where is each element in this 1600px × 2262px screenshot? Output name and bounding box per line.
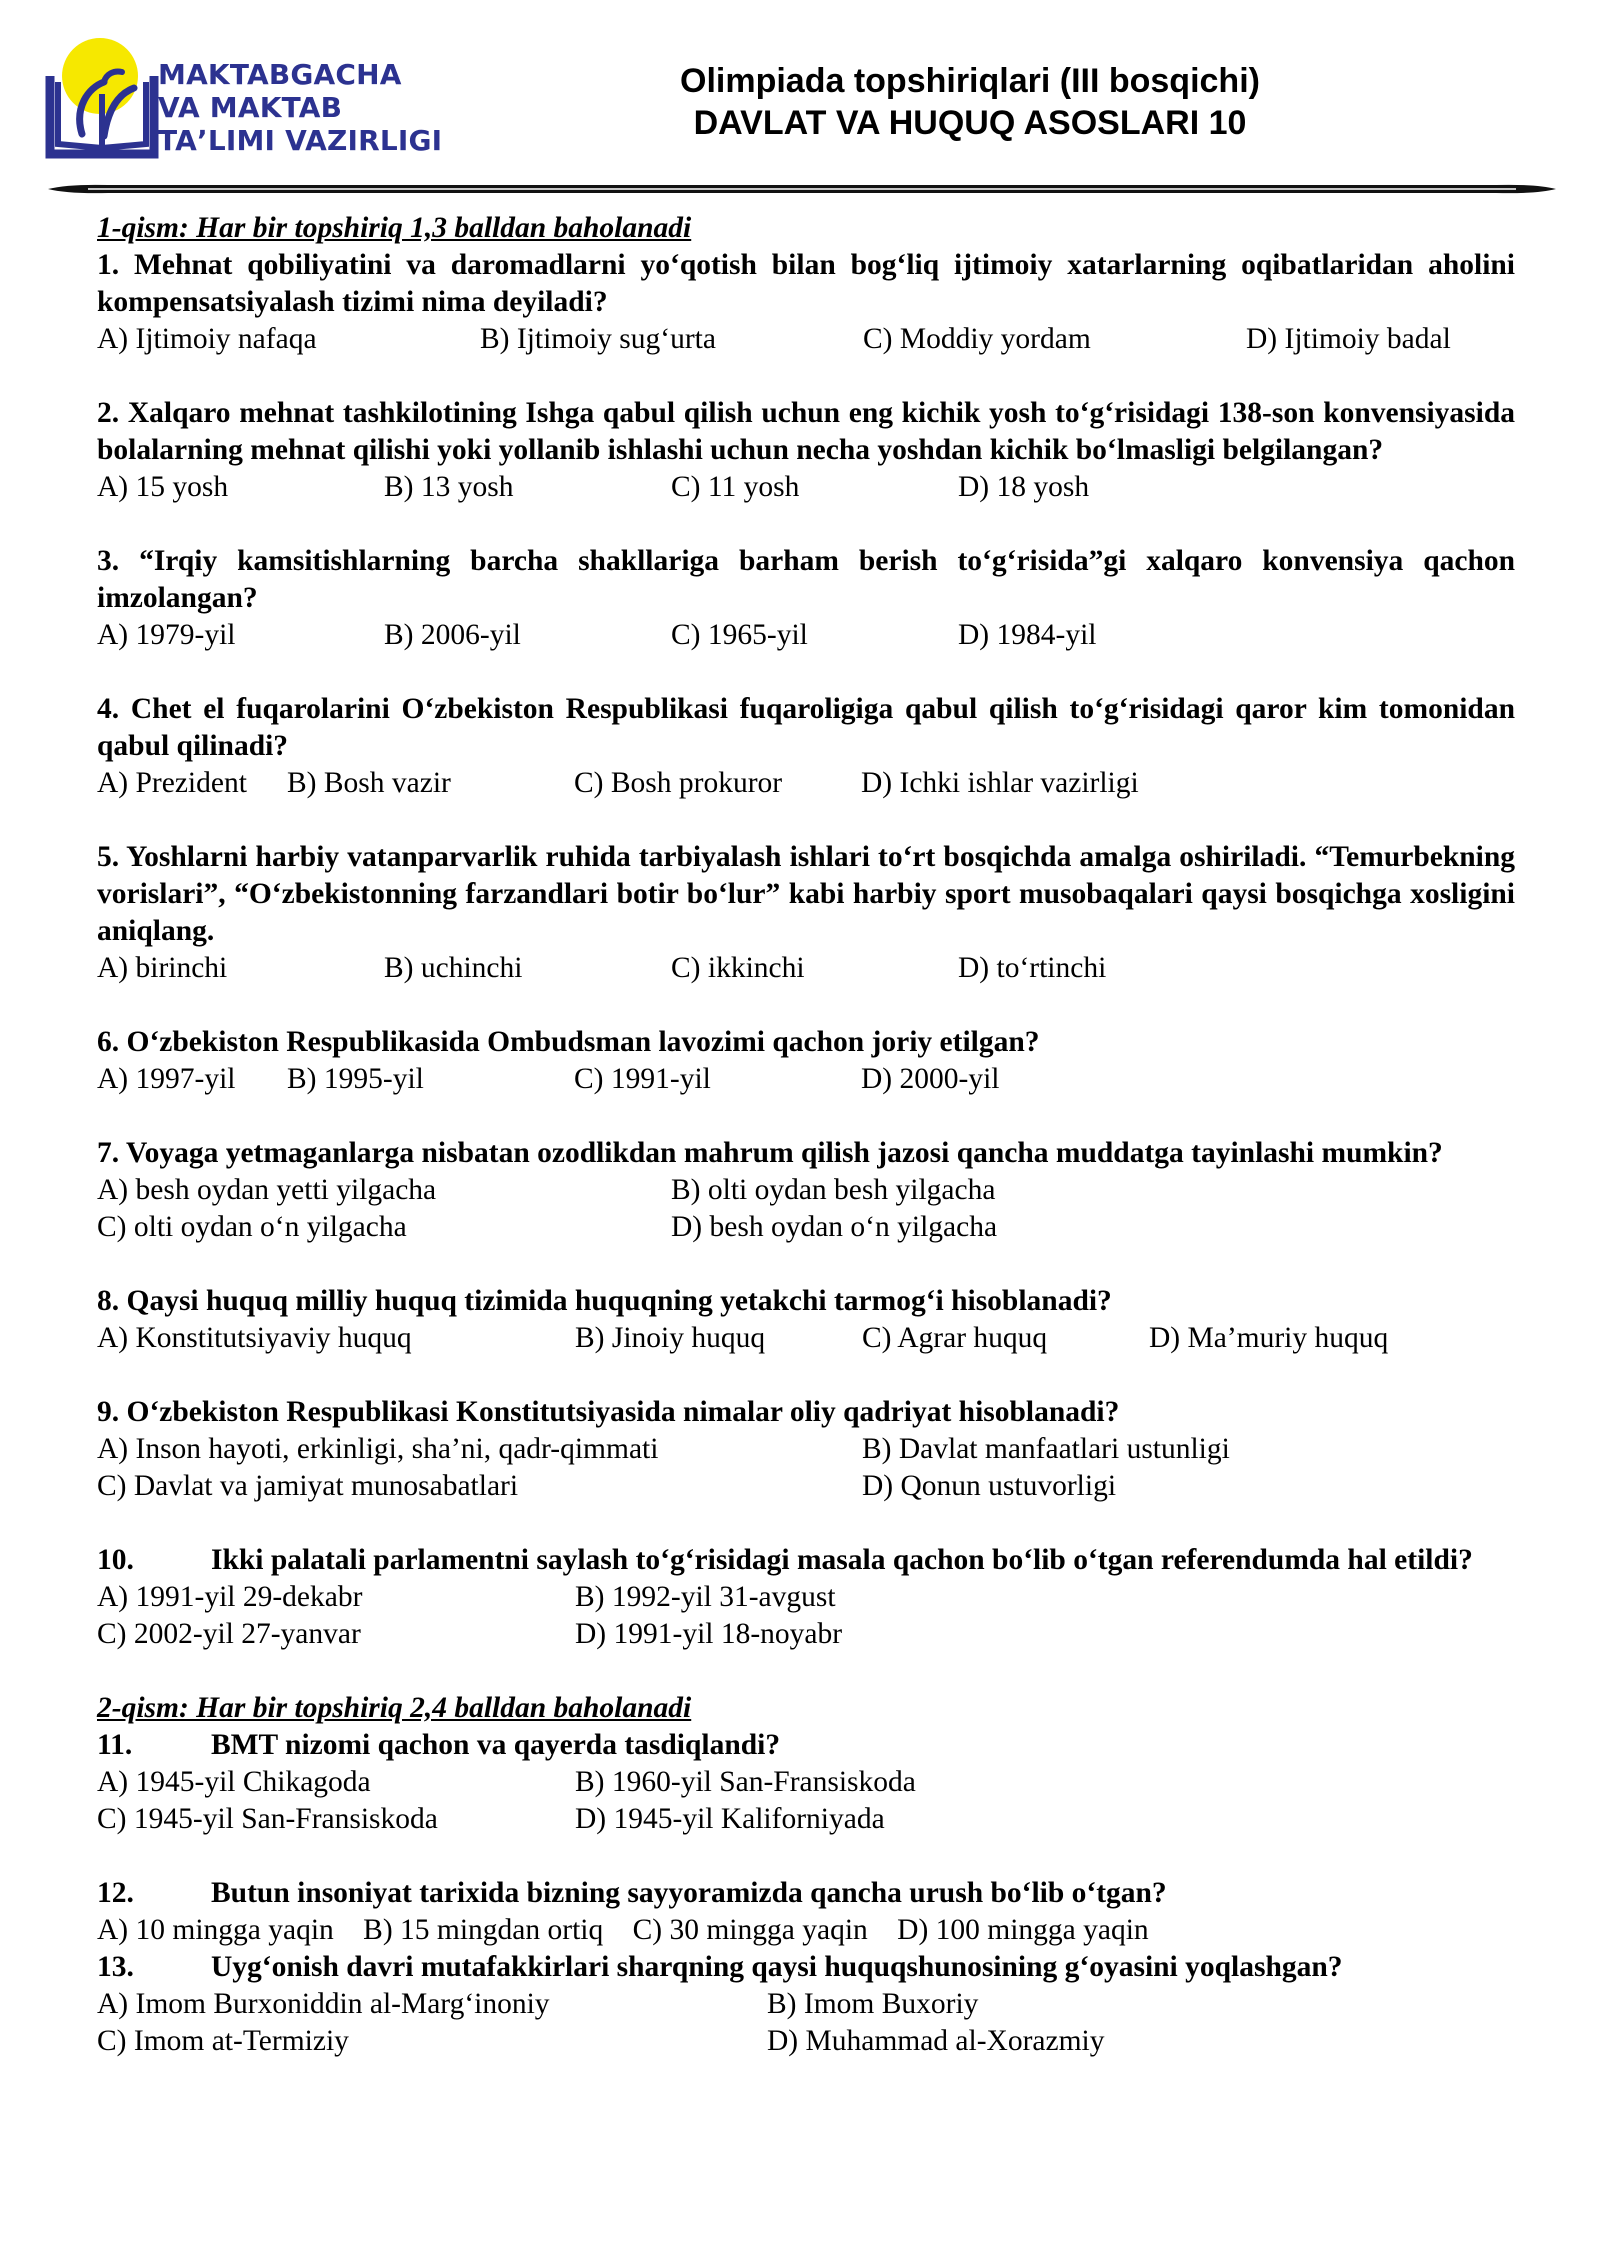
option-b[interactable]: B) 13 yosh — [384, 471, 514, 503]
question-9 — [97, 1394, 1515, 1505]
question-body: Ikki palatali parlamentni saylash to‘g‘risidagi masala qachon bo‘lib o‘tgan referendumda hal etildi? — [211, 1544, 1473, 1576]
question-text — [97, 1949, 1515, 1986]
question-number: 11. — [97, 1729, 133, 1761]
option-c[interactable]: C) 11 yosh — [671, 471, 800, 503]
question-number: 3. — [97, 545, 120, 577]
question-number: 12. — [97, 1877, 134, 1909]
question-13 — [97, 1949, 1515, 2060]
option-a[interactable]: A) 1991-yil 29-dekabr — [97, 1581, 363, 1613]
question-11 — [97, 1727, 1515, 1838]
answer-options — [97, 1764, 1515, 1838]
option-b[interactable]: B) 1995-yil — [287, 1063, 424, 1095]
section-heading-part2: 2-qism: Har bir topshiriq 2,4 balldan baholanadi — [97, 1692, 692, 1724]
question-body: Chet el fuqarolarini O‘zbekiston Respublikasi fuqaroligiga qabul qilish to‘g‘risidagi qaror kim tomonidan qabul qilinadi? — [97, 693, 1515, 762]
ministry-name-line: TAʼLIMI VAZIRLIGI — [158, 124, 443, 157]
answer-options — [97, 765, 1515, 802]
ministry-logo — [44, 36, 164, 166]
answer-options — [97, 617, 1515, 654]
option-d[interactable]: D) besh oydan o‘n yilgacha — [671, 1211, 998, 1243]
question-12 — [97, 1875, 1515, 1949]
question-body: Mehnat qobiliyatini va daromadlarni yo‘qotish bilan bog‘liq ijtimoiy xatarlarning oqibatlaridan aholini kompensatsiyalash tizimi nima deyiladi? — [97, 249, 1515, 318]
option-b[interactable]: B) 1992-yil 31-avgust — [575, 1581, 836, 1613]
question-body: Voyaga yetmaganlarga nisbatan ozodlikdan mahrum qilish jazosi qancha muddatga tayinlashi mumkin? — [125, 1137, 1443, 1169]
answer-options — [97, 1061, 1515, 1098]
question-text — [97, 1542, 1515, 1579]
option-b[interactable]: B) 15 mingdan ortiq — [363, 1914, 604, 1946]
option-a[interactable]: A) 10 mingga yaqin — [97, 1914, 334, 1946]
question-number: 7. — [97, 1137, 120, 1169]
answer-options — [97, 1579, 1515, 1653]
question-number: 9. — [97, 1396, 120, 1428]
exam-content — [97, 210, 1515, 2097]
answer-options — [97, 1912, 1515, 1949]
option-b[interactable]: B) olti oydan besh yilgacha — [671, 1174, 996, 1206]
option-b[interactable]: B) Davlat manfaatlari ustunligi — [862, 1433, 1230, 1465]
question-body: O‘zbekiston Respublikasi Konstitutsiyasida nimalar oliy qadriyat hisoblanadi? — [126, 1396, 1120, 1428]
option-c[interactable]: C) Bosh prokuror — [574, 767, 783, 799]
option-b[interactable]: B) 2006-yil — [384, 619, 521, 651]
option-b[interactable]: B) Bosh vazir — [287, 767, 451, 799]
answer-options — [97, 1320, 1515, 1357]
option-d[interactable]: D) 1945-yil Kaliforniyada — [575, 1803, 885, 1835]
header-divider — [48, 184, 1556, 194]
question-text — [97, 395, 1515, 469]
question-body: Xalqaro mehnat tashkilotining Ishga qabul qilish uchun eng kichik yosh to‘g‘risidagi 138-son konvensiyasida bolalarning mehnat qilishi yoki yollanib ishlashi uchun necha yoshdan kichik bo‘lmasligi belgilangan? — [97, 397, 1516, 466]
question-text — [97, 1394, 1515, 1431]
answer-options — [97, 469, 1515, 506]
question-body: Uyg‘onish davri mutafakkirlari sharqning qaysi huquqshunosining g‘oyasini yoqlashgan? — [211, 1951, 1343, 1983]
question-body: Yoshlarni harbiy vatanparvarlik ruhida tarbiyalash ishlari to‘rt bosqichda amalga oshiriladi. “Temurbekning vorislari”, “O‘zbekistonning farzandlari botir bo‘lur” kabi harbiy sport musobaqalari qaysi bosqichga xosligini aniqlang. — [97, 841, 1516, 947]
question-number: 13. — [97, 1951, 134, 1983]
question-2 — [97, 395, 1515, 506]
option-c[interactable]: C) 1965-yil — [671, 619, 808, 651]
option-c[interactable]: C) Agrar huquq — [862, 1322, 1048, 1354]
ministry-name-line: MAKTABGACHA — [158, 58, 402, 91]
option-d[interactable]: D) Qonun ustuvorligi — [862, 1470, 1117, 1502]
option-d[interactable]: D) 18 yosh — [958, 471, 1090, 503]
question-number: 8. — [97, 1285, 120, 1317]
option-b[interactable]: B) 1960-yil San-Fransiskoda — [575, 1766, 916, 1798]
option-c[interactable]: C) 1945-yil San-Fransiskoda — [97, 1803, 438, 1835]
option-c[interactable]: C) 1991-yil — [574, 1063, 711, 1095]
option-c[interactable]: C) Davlat va jamiyat munosabatlari — [97, 1470, 519, 1502]
option-d[interactable]: D) Muhammad al-Xorazmiy — [767, 2025, 1105, 2057]
question-number: 1. — [97, 249, 120, 281]
option-c[interactable]: C) 2002-yil 27-yanvar — [97, 1618, 361, 1650]
ministry-name-line: VA MAKTAB — [158, 91, 343, 124]
answer-options — [97, 1431, 1515, 1505]
ministry-name — [158, 58, 442, 157]
option-d[interactable]: D) Ma’muriy huquq — [1149, 1322, 1389, 1354]
option-a[interactable]: A) Konstitutsiyaviy huquq — [97, 1322, 412, 1354]
option-b[interactable]: B) Imom Buxoriy — [767, 1988, 979, 2020]
question-number: 5. — [97, 841, 120, 873]
option-a[interactable]: A) Imom Burxoniddin al-Marg‘inoniy — [97, 1988, 550, 2020]
option-a[interactable]: A) besh oydan yetti yilgacha — [97, 1174, 437, 1206]
option-d[interactable]: D) to‘rtinchi — [958, 952, 1107, 984]
option-a[interactable]: A) 15 yosh — [97, 471, 229, 503]
question-body: BMT nizomi qachon va qayerda tasdiqlandi? — [211, 1729, 781, 1761]
question-body: Butun insoniyat tarixida bizning sayyoramizda qancha urush bo‘lib o‘tgan? — [211, 1877, 1167, 1909]
option-b[interactable]: B) Ijtimoiy sug‘urta — [480, 323, 716, 355]
title-line-1: Olimpiada topshiriqlari (III bosqichi) — [680, 62, 1260, 100]
option-c[interactable]: C) Moddiy yordam — [863, 323, 1091, 355]
question-text — [97, 1135, 1515, 1172]
question-5 — [97, 839, 1515, 987]
question-text — [97, 1283, 1515, 1320]
option-b[interactable]: B) Jinoiy huquq — [575, 1322, 766, 1354]
option-d[interactable]: D) 1991-yil 18-noyabr — [575, 1618, 843, 1650]
option-c[interactable]: C) olti oydan o‘n yilgacha — [97, 1211, 407, 1243]
answer-options — [97, 321, 1515, 358]
question-body: O‘zbekiston Respublikasida Ombudsman lavozimi qachon joriy etilgan? — [126, 1026, 1040, 1058]
question-body: Qaysi huquq milliy huquq tizimida huquqning yetakchi tarmog‘i hisoblanadi? — [126, 1285, 1112, 1317]
question-text — [97, 543, 1515, 617]
option-c[interactable]: C) ikkinchi — [671, 952, 805, 984]
question-3 — [97, 543, 1515, 654]
question-body: “Irqiy kamsitishlarning barcha shakllariga barham berish to‘g‘risida”gi xalqaro konvensiya qachon imzolangan? — [97, 545, 1516, 614]
option-c[interactable]: C) Imom at-Termiziy — [97, 2025, 349, 2057]
question-text — [97, 691, 1515, 765]
option-a[interactable]: A) Prezident — [97, 767, 247, 799]
question-text — [97, 1727, 1515, 1764]
question-10 — [97, 1542, 1515, 1653]
option-a[interactable]: A) 1979-yil — [97, 619, 236, 651]
option-a[interactable]: A) Inson hayoti, erkinligi, sha’ni, qadr-qimmati — [97, 1433, 659, 1465]
document-title — [560, 60, 1380, 144]
option-a[interactable]: A) 1945-yil Chikagoda — [97, 1766, 371, 1798]
question-number: 6. — [97, 1026, 120, 1058]
section-heading-part1: 1-qism: Har bir topshiriq 1,3 balldan baholanadi — [97, 212, 692, 244]
question-8 — [97, 1283, 1515, 1357]
answer-options — [97, 1986, 1515, 2060]
option-b[interactable]: B) uchinchi — [384, 952, 523, 984]
question-text — [97, 247, 1515, 321]
question-text — [97, 1875, 1515, 1912]
option-d[interactable]: D) 1984-yil — [958, 619, 1097, 651]
question-6 — [97, 1024, 1515, 1098]
option-d[interactable]: D) Ijtimoiy badal — [1246, 323, 1451, 355]
question-number: 2. — [97, 397, 120, 429]
option-d[interactable]: D) 100 mingga yaqin — [897, 1914, 1149, 1946]
question-1 — [97, 247, 1515, 358]
question-number: 4. — [97, 693, 120, 725]
question-7 — [97, 1135, 1515, 1246]
option-a[interactable]: A) 1997-yil — [97, 1063, 236, 1095]
question-text — [97, 839, 1515, 950]
option-d[interactable]: D) 2000-yil — [861, 1063, 1000, 1095]
title-line-2: DAVLAT VA HUQUQ ASOSLARI 10 — [693, 104, 1247, 142]
answer-options — [97, 1172, 1515, 1246]
option-d[interactable]: D) Ichki ishlar vazirligi — [861, 767, 1139, 799]
question-text — [97, 1024, 1515, 1061]
option-a[interactable]: A) Ijtimoiy nafaqa — [97, 323, 317, 355]
answer-options — [97, 950, 1515, 987]
option-a[interactable]: A) birinchi — [97, 952, 228, 984]
question-number: 10. — [97, 1544, 134, 1576]
question-4 — [97, 691, 1515, 802]
option-c[interactable]: C) 30 mingga yaqin — [632, 1914, 868, 1946]
